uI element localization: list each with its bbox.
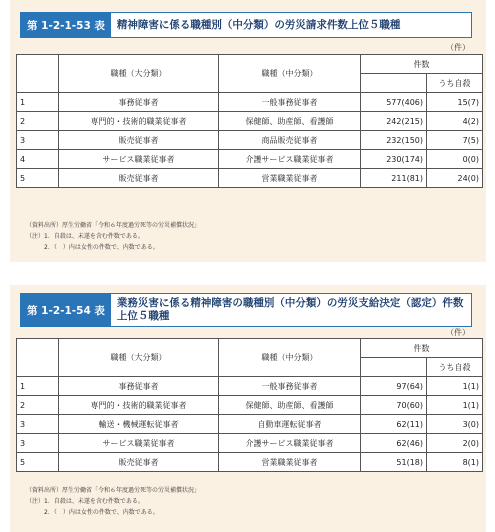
count-cell: 242(215) xyxy=(361,112,427,131)
rank-cell: 3 xyxy=(17,131,59,150)
rank-cell: 2 xyxy=(17,112,59,131)
major-cell: 専門的・技術的職業従事者 xyxy=(59,112,219,131)
note-1: （注）1．自殺は、未遂を含む件数である。 xyxy=(26,498,144,505)
rank-cell: 1 xyxy=(17,377,59,396)
count-cell: 230(174) xyxy=(361,150,427,169)
suicide-cell: 4(2) xyxy=(427,112,483,131)
suicide-cell: 1(1) xyxy=(427,396,483,415)
rank-cell: 1 xyxy=(17,93,59,112)
count-cell: 70(60) xyxy=(361,396,427,415)
major-cell: 専門的・技術的職業従事者 xyxy=(59,396,219,415)
major-cell: サービス職業従事者 xyxy=(59,434,219,453)
header-count: 件数 xyxy=(361,55,483,74)
middle-cell: 保健師、助産師、看護師 xyxy=(219,396,361,415)
major-cell: 事務従事者 xyxy=(59,93,219,112)
header-major: 職種（大分類） xyxy=(59,339,219,377)
note-2: 2．（ ）内は女性の件数で、内数である。 xyxy=(44,509,159,516)
table-number: 第 1-2-1-54 表 xyxy=(21,294,111,326)
major-cell: 輸送・機械運転従事者 xyxy=(59,415,219,434)
header-suicide: うち自殺 xyxy=(427,358,483,377)
table-title: 精神障害に係る職種別（中分類）の労災請求件数上位５職種 xyxy=(116,18,401,31)
source-note: （資料出所）厚生労働省「令和６年度過労死等の労災補償状況」 xyxy=(26,222,201,229)
table-row xyxy=(17,453,483,472)
count-cell: 211(81) xyxy=(361,169,427,188)
table-notes xyxy=(26,220,200,253)
header-count: 件数 xyxy=(361,339,483,358)
rank-cell: 2 xyxy=(17,396,59,415)
table-title: 業務災害に係る精神障害の職種別（中分類）の労災支給決定（認定）件数上位５職種 xyxy=(116,297,464,322)
suicide-cell: 7(5) xyxy=(427,131,483,150)
middle-cell: 介護サービス職業従事者 xyxy=(219,434,361,453)
data-table xyxy=(16,338,483,472)
suicide-cell: 8(1) xyxy=(427,453,483,472)
middle-cell: 一般事務従事者 xyxy=(219,377,361,396)
major-cell: サービス職業従事者 xyxy=(59,150,219,169)
count-cell: 97(64) xyxy=(361,377,427,396)
suicide-cell: 24(0) xyxy=(427,169,483,188)
suicide-cell: 2(0) xyxy=(427,434,483,453)
table-row xyxy=(17,415,483,434)
count-cell: 51(18) xyxy=(361,453,427,472)
middle-cell: 自動車運転従事者 xyxy=(219,415,361,434)
table-panel-54 xyxy=(10,285,486,532)
middle-cell: 一般事務従事者 xyxy=(219,93,361,112)
table-title-bar xyxy=(20,293,472,327)
note-2: 2．（ ）内は女性の件数で、内数である。 xyxy=(44,244,159,251)
table-row xyxy=(17,169,483,188)
header-count-blank xyxy=(361,358,427,377)
table-row xyxy=(17,93,483,112)
table-row xyxy=(17,150,483,169)
header-middle: 職種（中分類） xyxy=(219,55,361,93)
major-cell: 事務従事者 xyxy=(59,377,219,396)
middle-cell: 営業職業従事者 xyxy=(219,453,361,472)
middle-cell: 商品販売従事者 xyxy=(219,131,361,150)
count-cell: 62(46) xyxy=(361,434,427,453)
suicide-cell: 1(1) xyxy=(427,377,483,396)
major-cell: 販売従事者 xyxy=(59,453,219,472)
header-no xyxy=(17,339,59,377)
header-no xyxy=(17,55,59,93)
suicide-cell: 3(0) xyxy=(427,415,483,434)
table-panel-53 xyxy=(10,0,486,262)
header-middle: 職種（中分類） xyxy=(219,339,361,377)
middle-cell: 保健師、助産師、看護師 xyxy=(219,112,361,131)
rank-cell: 5 xyxy=(17,169,59,188)
count-cell: 577(406) xyxy=(361,93,427,112)
note-1: （注）1．自殺は、未遂を含む件数である。 xyxy=(26,233,144,240)
count-cell: 232(150) xyxy=(361,131,427,150)
table-notes xyxy=(26,485,200,518)
middle-cell: 介護サービス職業従事者 xyxy=(219,150,361,169)
table-number: 第 1-2-1-53 表 xyxy=(21,13,111,37)
data-table xyxy=(16,54,483,188)
table-row xyxy=(17,377,483,396)
rank-cell: 5 xyxy=(17,453,59,472)
rank-cell: 4 xyxy=(17,150,59,169)
suicide-cell: 15(7) xyxy=(427,93,483,112)
header-major: 職種（大分類） xyxy=(59,55,219,93)
middle-cell: 営業職業従事者 xyxy=(219,169,361,188)
rank-cell: 3 xyxy=(17,415,59,434)
table-row xyxy=(17,396,483,415)
major-cell: 販売従事者 xyxy=(59,169,219,188)
unit-label: （件） xyxy=(446,43,470,52)
header-count-blank xyxy=(361,74,427,93)
rank-cell: 3 xyxy=(17,434,59,453)
table-row xyxy=(17,434,483,453)
major-cell: 販売従事者 xyxy=(59,131,219,150)
suicide-cell: 0(0) xyxy=(427,150,483,169)
source-note: （資料出所）厚生労働省「令和６年度過労死等の労災補償状況」 xyxy=(26,487,201,494)
unit-label: （件） xyxy=(446,328,470,337)
table-row xyxy=(17,131,483,150)
table-row xyxy=(17,112,483,131)
table-title-bar xyxy=(20,12,472,38)
header-suicide: うち自殺 xyxy=(427,74,483,93)
count-cell: 62(11) xyxy=(361,415,427,434)
